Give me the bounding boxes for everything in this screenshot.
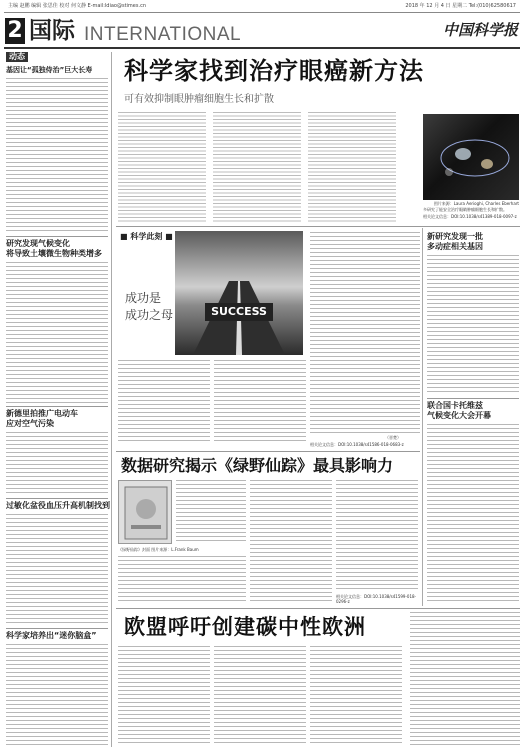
left-article-1-title: 基因让“孤独侍治”巨大长寿	[6, 66, 93, 74]
eye-tumor-photo	[423, 114, 519, 200]
success-road-image	[175, 231, 303, 355]
middle-ref: 相关论文信息：DOI:10.1038/s41599-018-0296-z	[336, 594, 416, 604]
photo-caption: 多研究了能安全治疗眼睛肿瘤细胞生长和扩散。	[423, 207, 507, 212]
left-article-1-body	[6, 78, 108, 234]
section-title-cn: 国际	[29, 18, 75, 44]
newspaper-brand: 中国科学报	[442, 21, 518, 39]
left-divider-4	[6, 628, 108, 629]
left-article-5-body	[6, 644, 108, 746]
book-caption: 《绿野仙踪》封面 图片来源：L.Frank Baum	[118, 547, 199, 552]
right-article-2-body	[427, 424, 519, 604]
left-article-4-body	[6, 514, 108, 626]
essay-tagline-2: 成功之母	[125, 308, 174, 322]
right-article-2-title-b: 气候变化大会开幕	[427, 411, 491, 420]
essay-body-col-2	[214, 360, 306, 442]
success-sign-text: SUCCESS	[211, 305, 267, 318]
right-article-1-body	[427, 255, 519, 395]
main-divider-1	[116, 226, 520, 227]
header-rule	[4, 47, 520, 49]
left-divider-3	[6, 498, 108, 499]
left-article-3-title-b: 应对空气污染	[6, 419, 54, 428]
main-body-col-1	[118, 112, 206, 222]
left-divider-2	[6, 406, 108, 407]
section-title-en: INTERNATIONAL	[84, 24, 242, 45]
left-article-4-title: 过敏化盆役血压升高机制找到	[6, 501, 110, 510]
main-subhead: 可有效抑制眼肿瘤细胞生长和扩散	[124, 94, 274, 105]
photo-credit: 图片来源：Laura Aerioghi, Charles Eberhart	[433, 201, 519, 206]
essay-body-col-3	[310, 232, 420, 434]
page-number: 2	[5, 18, 25, 44]
left-article-3-body	[6, 432, 108, 496]
bottom-headline: 欧盟呼吁创建碳中性欧洲	[124, 614, 366, 639]
bottom-body-col-3	[310, 646, 402, 746]
essay-tagline-1: 成功是	[125, 291, 162, 305]
bottom-body-col-4	[410, 612, 520, 746]
middle-body-col-1b	[118, 556, 246, 602]
right-column-divider	[422, 228, 423, 606]
main-divider-2	[116, 451, 420, 452]
bottom-body-col-1	[118, 646, 210, 746]
left-column-divider	[111, 52, 112, 747]
left-article-2-body	[6, 262, 108, 404]
middle-body-col-3	[336, 480, 418, 592]
top-info-bar	[0, 0, 524, 12]
left-article-2-title-b: 将导致土壤微生物种类增多	[6, 249, 102, 258]
cell-image-icon	[423, 114, 519, 200]
dynamics-kicker: 动态	[6, 52, 28, 62]
book-cover-image	[118, 480, 172, 544]
left-article-5-title: 科学家培养出“迷你脑盒”	[6, 631, 97, 640]
middle-headline: 数据研究揭示《绿野仙踪》最具影响力	[121, 456, 394, 475]
left-divider-1	[6, 236, 108, 237]
essay-body-col-1	[118, 360, 210, 442]
middle-body-col-2	[250, 480, 332, 602]
photo-ref: 相关论文信息：DOI:10.1038/s41389-018-0097-z	[423, 214, 517, 219]
right-article-1-title-b: 多动症相关基因	[427, 242, 483, 251]
main-body-col-2	[213, 112, 301, 222]
left-article-3-title-a: 新德里拍推广电动车	[6, 409, 78, 418]
essay-kicker: ■ 科学此刻 ■	[120, 232, 173, 241]
right-article-1-title-a: 新研究发现一批	[427, 232, 483, 241]
right-article-2-title-a: 联合国卡托维兹	[427, 401, 483, 410]
main-body-col-3	[308, 112, 396, 222]
right-divider-1	[427, 398, 519, 399]
essay-source: （晋楚）	[385, 435, 401, 440]
main-divider-3	[116, 608, 520, 609]
bottom-body-col-2	[214, 646, 306, 746]
date-info: 2018 年 12 月 4 日 星期二 Tel:(010)62580617	[405, 3, 516, 9]
essay-ref: 相关论文信息：DOI:10.1038/s41586-018-0683-z	[310, 442, 404, 447]
editor-info: 主编 赵鹏 编辑 张思佳 校对 何文静 E-mail:ldiao@stimes.cn	[8, 3, 146, 9]
middle-body-col-1a	[176, 480, 246, 544]
road-illustration	[175, 231, 303, 355]
top-rule	[4, 12, 520, 13]
book-cover-illustration	[119, 481, 173, 545]
left-article-2-title-a: 研究发现气候变化	[6, 239, 70, 248]
main-headline: 科学家找到治疗眼癌新方法	[124, 57, 424, 85]
